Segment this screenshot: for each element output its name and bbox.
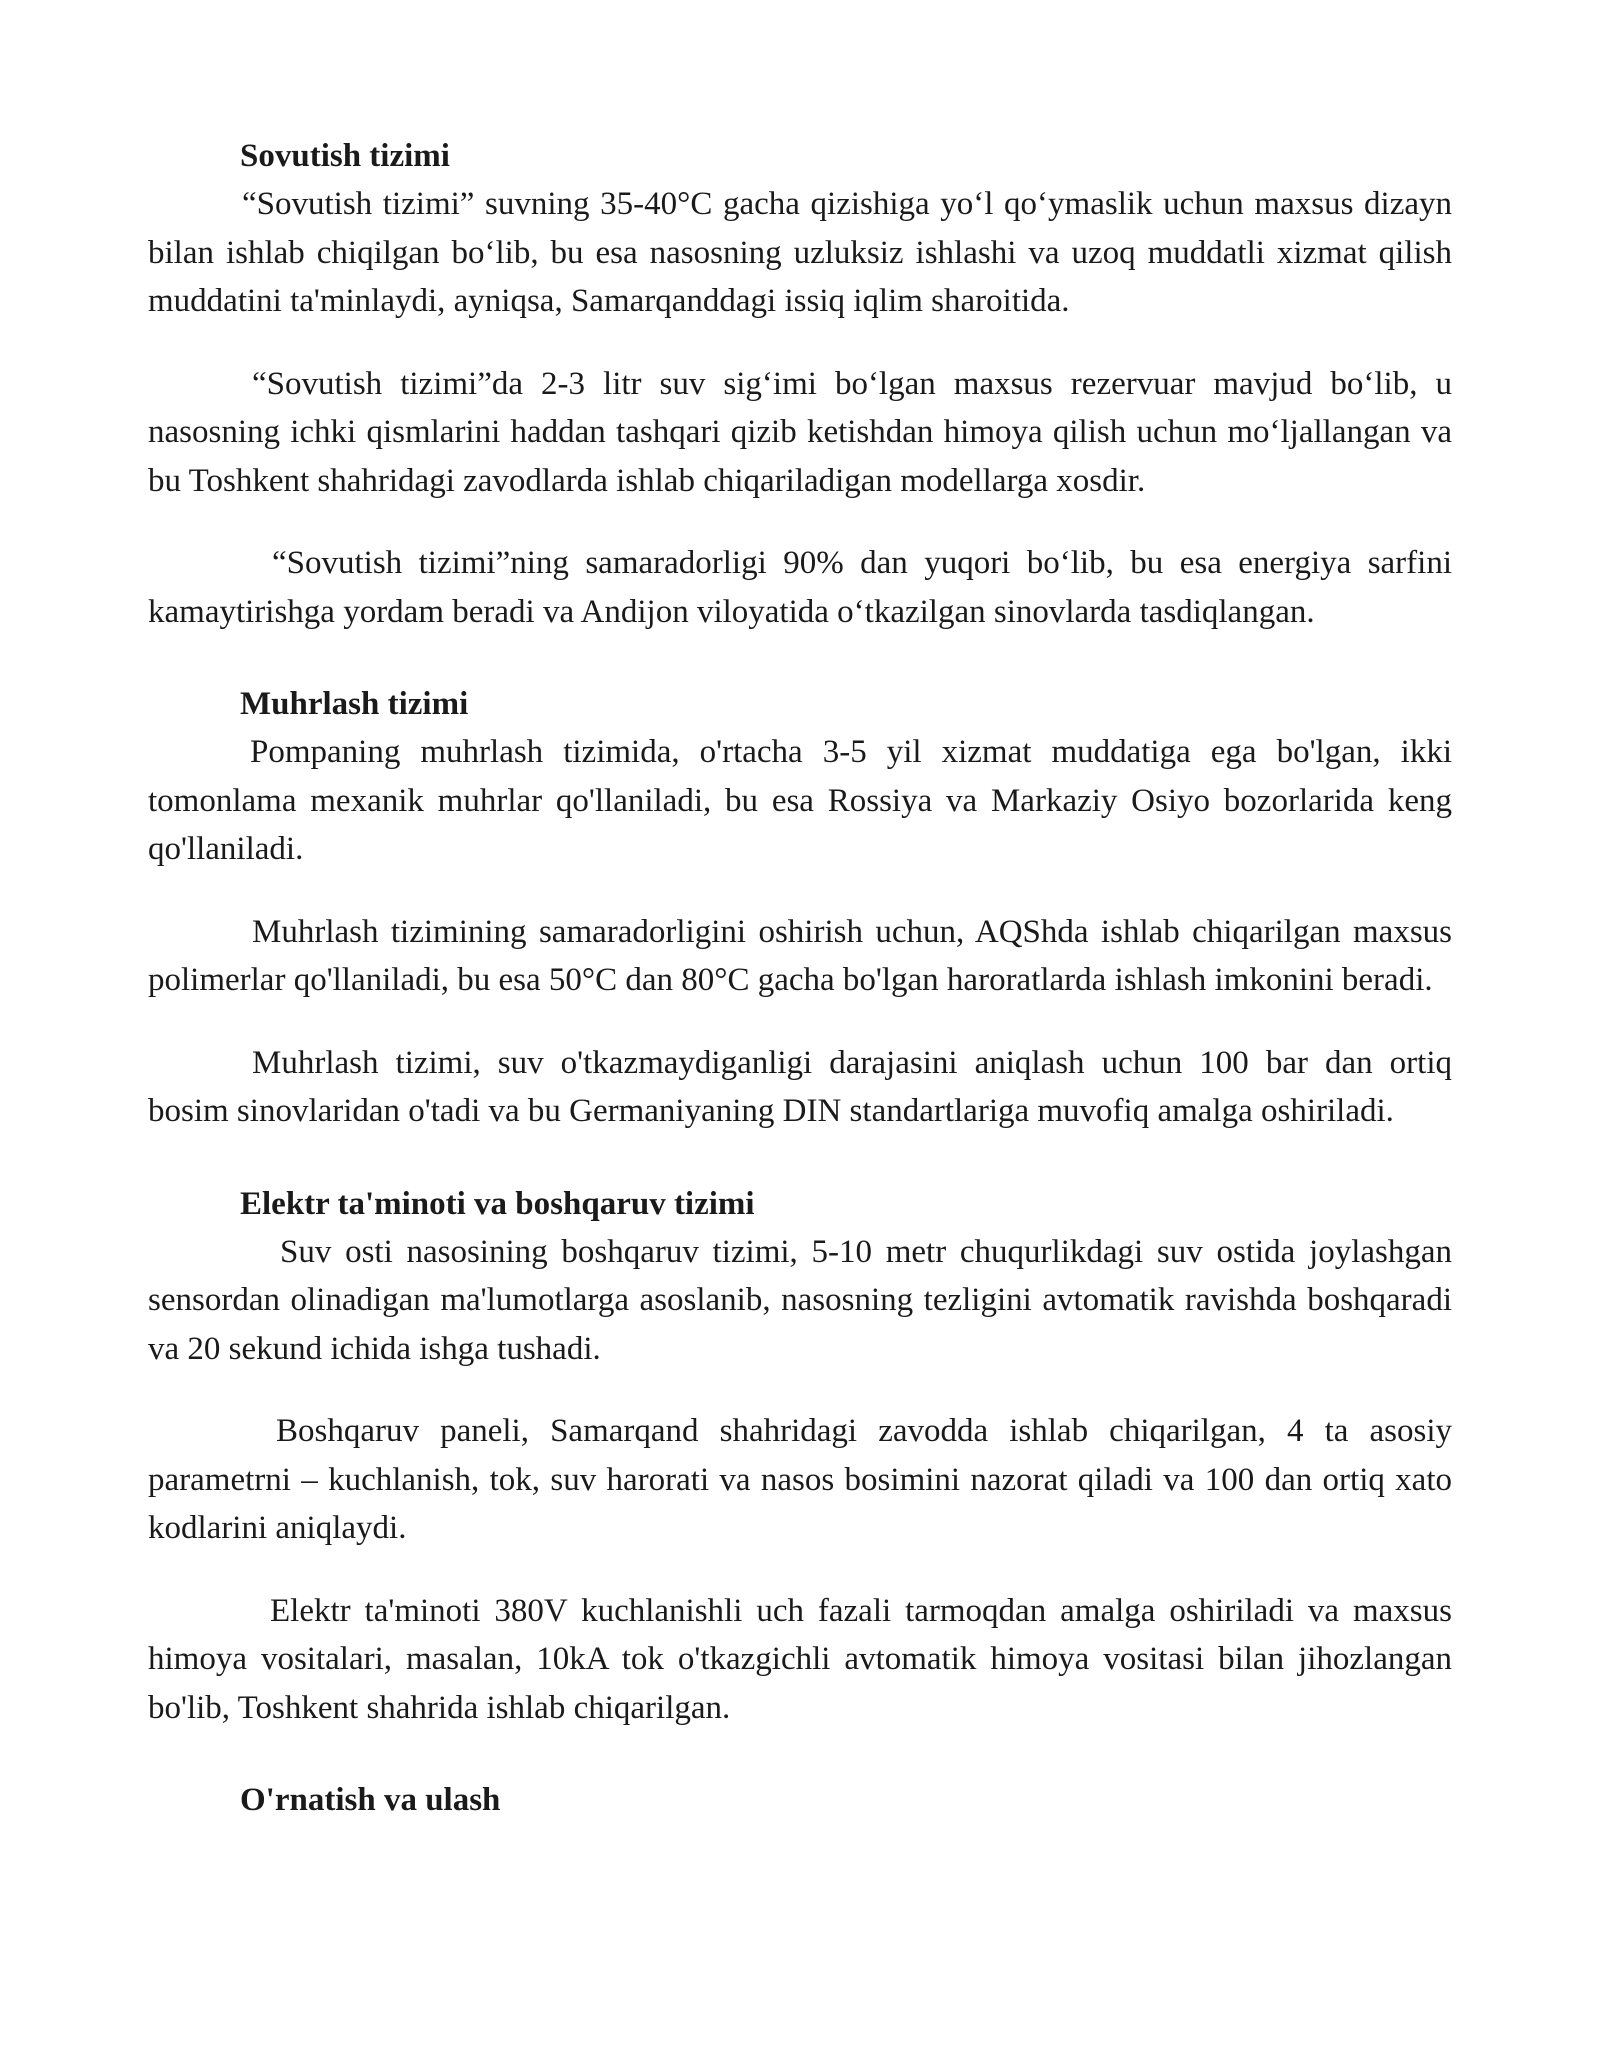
section-heading: Elektr ta'minoti va boshqaruv tizimi	[240, 1185, 755, 1222]
paragraph: “Sovutish tizimi”da 2-3 litr suv sig‘imi bo‘lgan maxsus rezervuar mavjud bo‘lib, u nasosning ichki qismlarini haddan tashqari qizib ketishdan himoya qilish uchun mo‘ljallangan va bu Toshkent shahridagi zavodlarda ishlab chiqariladigan modellarga xosdir.	[148, 365, 1452, 499]
paragraph: Boshqaruv paneli, Samarqand shahridagi zavodda ishlab chiqarilgan, 4 ta asosiy parametrni – kuchlanish, tok, suv harorati va nasos bosimini nazorat qiladi va 100 dan ortiq xato kodlarini aniqlaydi.	[148, 1413, 1452, 1546]
paragraph: Elektr ta'minoti 380V kuchlanishli uch fazali tarmoqdan amalga oshiriladi va maxsus himoya vositalari, masalan, 10kA tok o'tkazgichli avtomatik himoya vositasi bilan jihozlangan bo'lib, Toshkent shahrida ishlab chiqarilgan.	[148, 1592, 1452, 1726]
section-heading: Sovutish tizimi	[240, 138, 450, 174]
section-heading: O'rnatish va ulash	[240, 1782, 501, 1818]
document-body	[148, 132, 1452, 1824]
paragraph: Pompaning muhrlash tizimida, o'rtacha 3-5 yil xizmat muddatiga ega bo'lgan, ikki tomonlama mexanik muhrlar qo'llaniladi, bu esa Rossiya va Markaziy Osiyo bozorlarida keng qo'llaniladi.	[148, 734, 1452, 867]
section-heading: Muhrlash tizimi	[240, 686, 469, 722]
paragraph: Muhrlash tizimi, suv o'tkazmaydiganligi darajasini aniqlash uchun 100 bar dan ortiq bosim sinovlaridan o'tadi va bu Germaniyaning DIN standartlariga muvofiq amalga oshiriladi.	[148, 1044, 1452, 1129]
paragraph: Muhrlash tizimining samaradorligini oshirish uchun, AQShda ishlab chiqarilgan maxsus polimerlar qo'llaniladi, bu esa 50°C dan 80°C gacha bo'lgan haroratlarda ishlash imkonini beradi.	[148, 913, 1452, 998]
paragraph: “Sovutish tizimi”ning samaradorligi 90% dan yuqori bo‘lib, bu esa energiya sarfini kamaytirishga yordam beradi va Andijon viloyatida o‘tkazilgan sinovlarda tasdiqlangan.	[148, 545, 1452, 630]
paragraph: “Sovutish tizimi” suvning 35-40°C gacha qizishiga yo‘l qo‘ymaslik uchun maxsus dizayn bilan ishlab chiqilgan bo‘lib, bu esa nasosning uzluksiz ishlashi va uzoq muddatli xizmat qilish muddatini ta'minlaydi, ayniqsa, Samarqanddagi issiq iqlim sharoitida.	[148, 186, 1452, 319]
paragraph: Suv osti nasosining boshqaruv tizimi, 5-10 metr chuqurlikdagi suv ostida joylashgan sensordan olinadigan ma'lumotlarga asoslanib, nasosning tezligini avtomatik ravishda boshqaradi va 20 sekund ichida ishga tushadi.	[148, 1233, 1452, 1367]
